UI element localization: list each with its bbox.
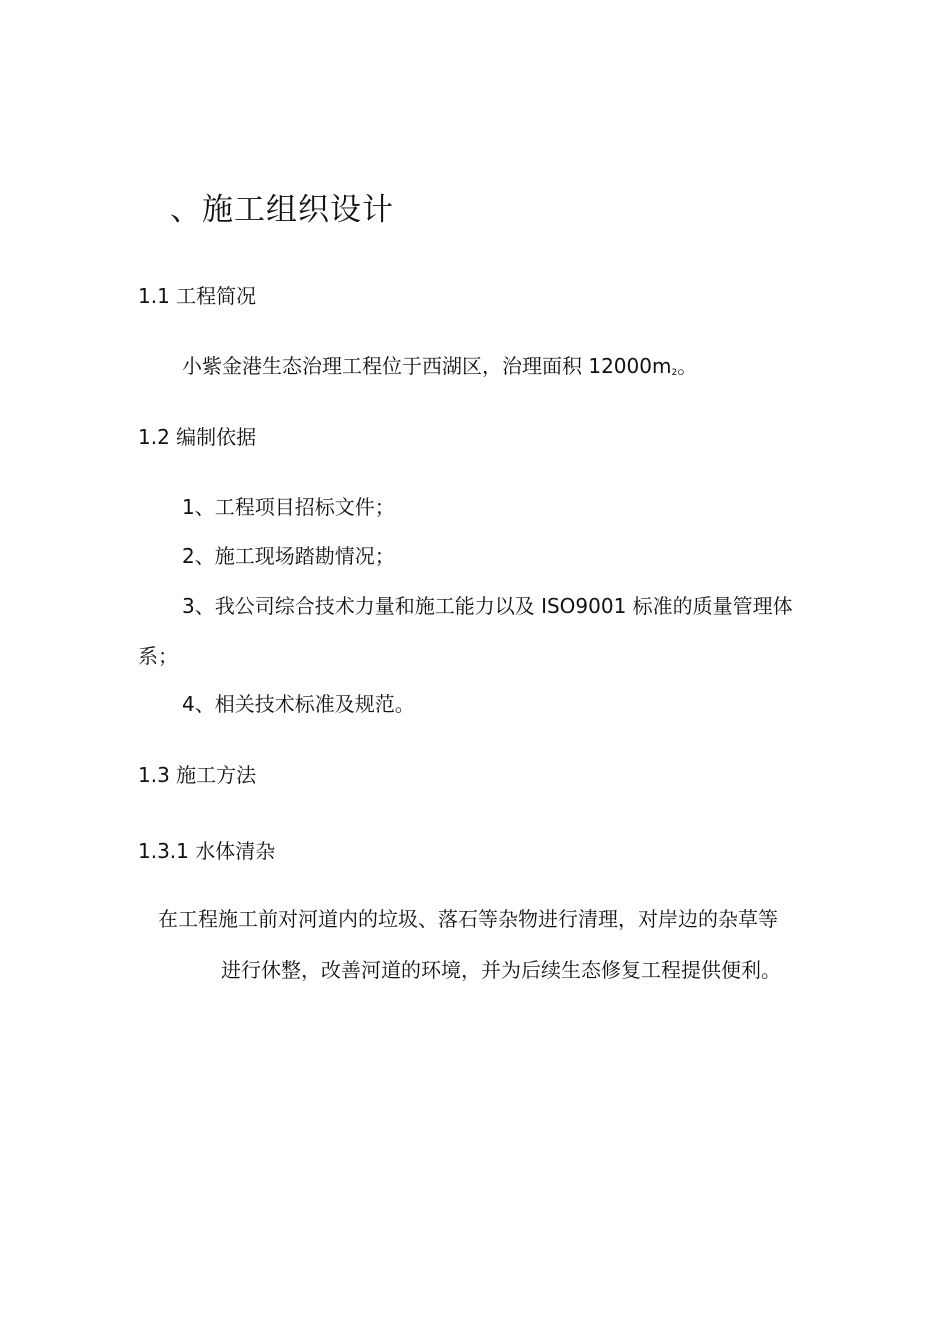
- project-overview-paragraph: [182, 352, 697, 387]
- list-item-continuation: 系；: [138, 644, 178, 668]
- section-heading-1-1: 1.1 工程简况: [138, 284, 257, 308]
- cleanup-paragraph-line: 在工程施工前对河道内的垃圾、落石等杂物进行清理，对岸边的杂草等: [158, 907, 778, 931]
- list-item: 3、我公司综合技术力量和施工能力以及 ISO9001 标准的质量管理体: [182, 594, 793, 618]
- section-heading-1-3: 1.3 施工方法: [138, 763, 257, 787]
- cleanup-paragraph-line: 进行休整，改善河道的环境，并为后续生态修复工程提供便利。: [221, 958, 781, 982]
- list-item: 4、相关技术标准及规范。: [182, 692, 415, 716]
- area-unit-superscript: 2: [671, 368, 678, 378]
- list-item: 2、施工现场踏勘情况；: [182, 544, 395, 568]
- overview-text: 小紫金港生态治理工程位于西湖区，治理面积 12000m: [182, 354, 672, 378]
- list-item: 1、工程项目招标文件；: [182, 495, 395, 519]
- document-title: 、施工组织设计: [170, 192, 394, 228]
- overview-text-end: 。: [677, 354, 698, 378]
- section-heading-1-2: 1.2 编制依据: [138, 425, 257, 449]
- section-heading-1-3-1: 1.3.1 水体清杂: [138, 839, 276, 863]
